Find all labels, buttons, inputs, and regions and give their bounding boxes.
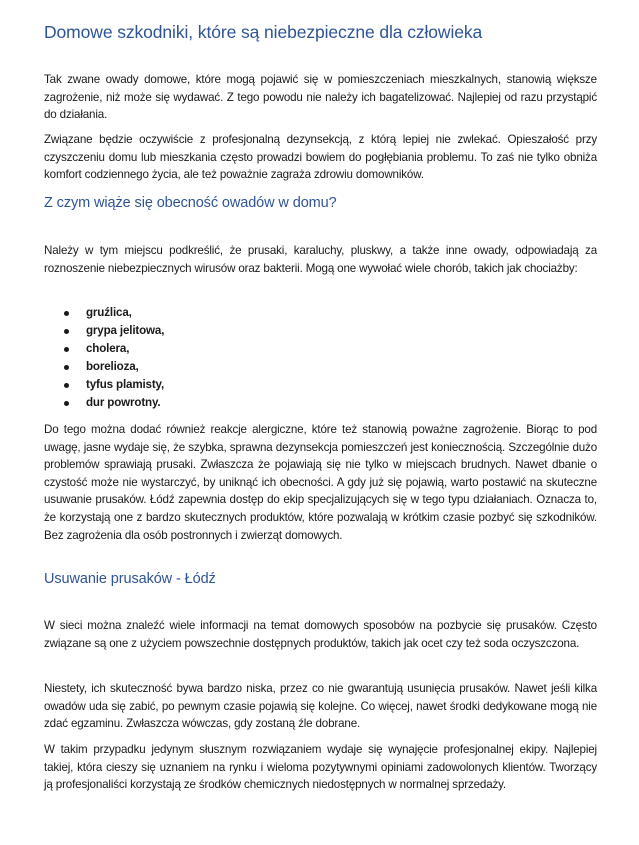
list-item: cholera, [44, 340, 164, 358]
bullet-icon [64, 311, 69, 316]
disease-list [44, 304, 164, 412]
list-item: gruźlica, [44, 304, 164, 322]
section-heading-removal: Usuwanie prusaków - Łódź [44, 571, 216, 587]
bullet-icon [64, 347, 69, 352]
section-heading-insects: Z czym wiąże się obecność owadów w domu? [44, 195, 337, 211]
list-item: grypa jelitowa, [44, 322, 164, 340]
bullet-icon [64, 329, 69, 334]
paragraph-effectiveness: Niestety, ich skuteczność bywa bardzo niska, przez co nie gwarantują usunięcia prusaków. Nawet jeśli kilka owadów uda się zabić, po pewnym czasie pojawią się kolejne. Co więcej, nawet środki dedykowane mogą nie zdać egzaminu. Zwłaszcza wówczas, gdy zostaną źle dobrane. [44, 682, 597, 731]
paragraph-allergies: Do tego można dodać również reakcje alergiczne, które też stanowią poważne zagrożenie. Biorąc to pod uwagę, jasne wydaje się, że szybka, sprawna dezynsekcja pomieszczeń jest koniecznością. Szczególnie dużo problemów sprawiają prusaki. Zwłaszcza że pojawiają się nie tylko w miejscach brudnych. Nawet dbanie o czystość może nie wystarczyć, by uniknąć ich obecności. A gdy już się pojawią, warto postawić na skuteczne usuwanie prusaków. Łódź zapewnia dostęp do ekip specjalizujących się w tego typu działaniach. Oznacza to, że korzystają one z bardzo skutecznych produktów, które pozwalają w krótkim czasie pozbyć się szkodników. Bez zagrożenia dla osób postronnych i zwierząt domowych. [44, 423, 597, 542]
bullet-icon [64, 365, 69, 370]
paragraph-intro-2: Związane będzie oczywiście z profesjonalną dezynsekcją, z którą lepiej nie zwlekać. Opieszałość przy czyszczeniu domu lub mieszkania często prowadzi bowiem do pogłębiania problemu. To zaś nie tylko obniża komfort codziennego życia, ale też poważnie zagraża zdrowiu domowników. [44, 133, 597, 182]
list-item: dur powrotny. [44, 394, 164, 412]
list-item: borelioza, [44, 358, 164, 376]
bullet-icon [64, 401, 69, 406]
paragraph-intro-1: Tak zwane owady domowe, które mogą pojawić się w pomieszczeniach mieszkalnych, stanowią większe zagrożenie, niż może się wydawać. Z tego powodu nie należy ich bagatelizować. Najlepiej od razu przystąpić do działania. [44, 73, 597, 122]
document-title: Domowe szkodniki, które są niebezpieczne dla człowieka [44, 22, 483, 42]
paragraph-professional: W takim przypadku jedynym słusznym rozwiązaniem wydaje się wynajęcie profesjonalnej ekipy. Najlepiej takiej, która cieszy się uznaniem na rynku i wieloma pozytywnymi opiniami zadowolonych klientów. Tworzący ją profesjonaliści korzystają ze środków chemicznych niedostępnych w normalnej sprzedaży. [44, 743, 597, 792]
bullet-icon [64, 383, 69, 388]
paragraph-home-methods: W sieci można znaleźć wiele informacji na temat domowych sposobów na pozbycie się prusaków. Często związane są one z użyciem powszechnie dostępnych produktów, takich jak ocet czy też soda oczyszczona. [44, 619, 597, 650]
paragraph-diseases-intro: Należy w tym miejscu podkreślić, że prusaki, karaluchy, pluskwy, a także inne owady, odpowiadają za roznoszenie niebezpiecznych wirusów oraz bakterii. Mogą one wywołać wiele chorób, takich jak chociażby: [44, 244, 597, 275]
list-item: tyfus plamisty, [44, 376, 164, 394]
